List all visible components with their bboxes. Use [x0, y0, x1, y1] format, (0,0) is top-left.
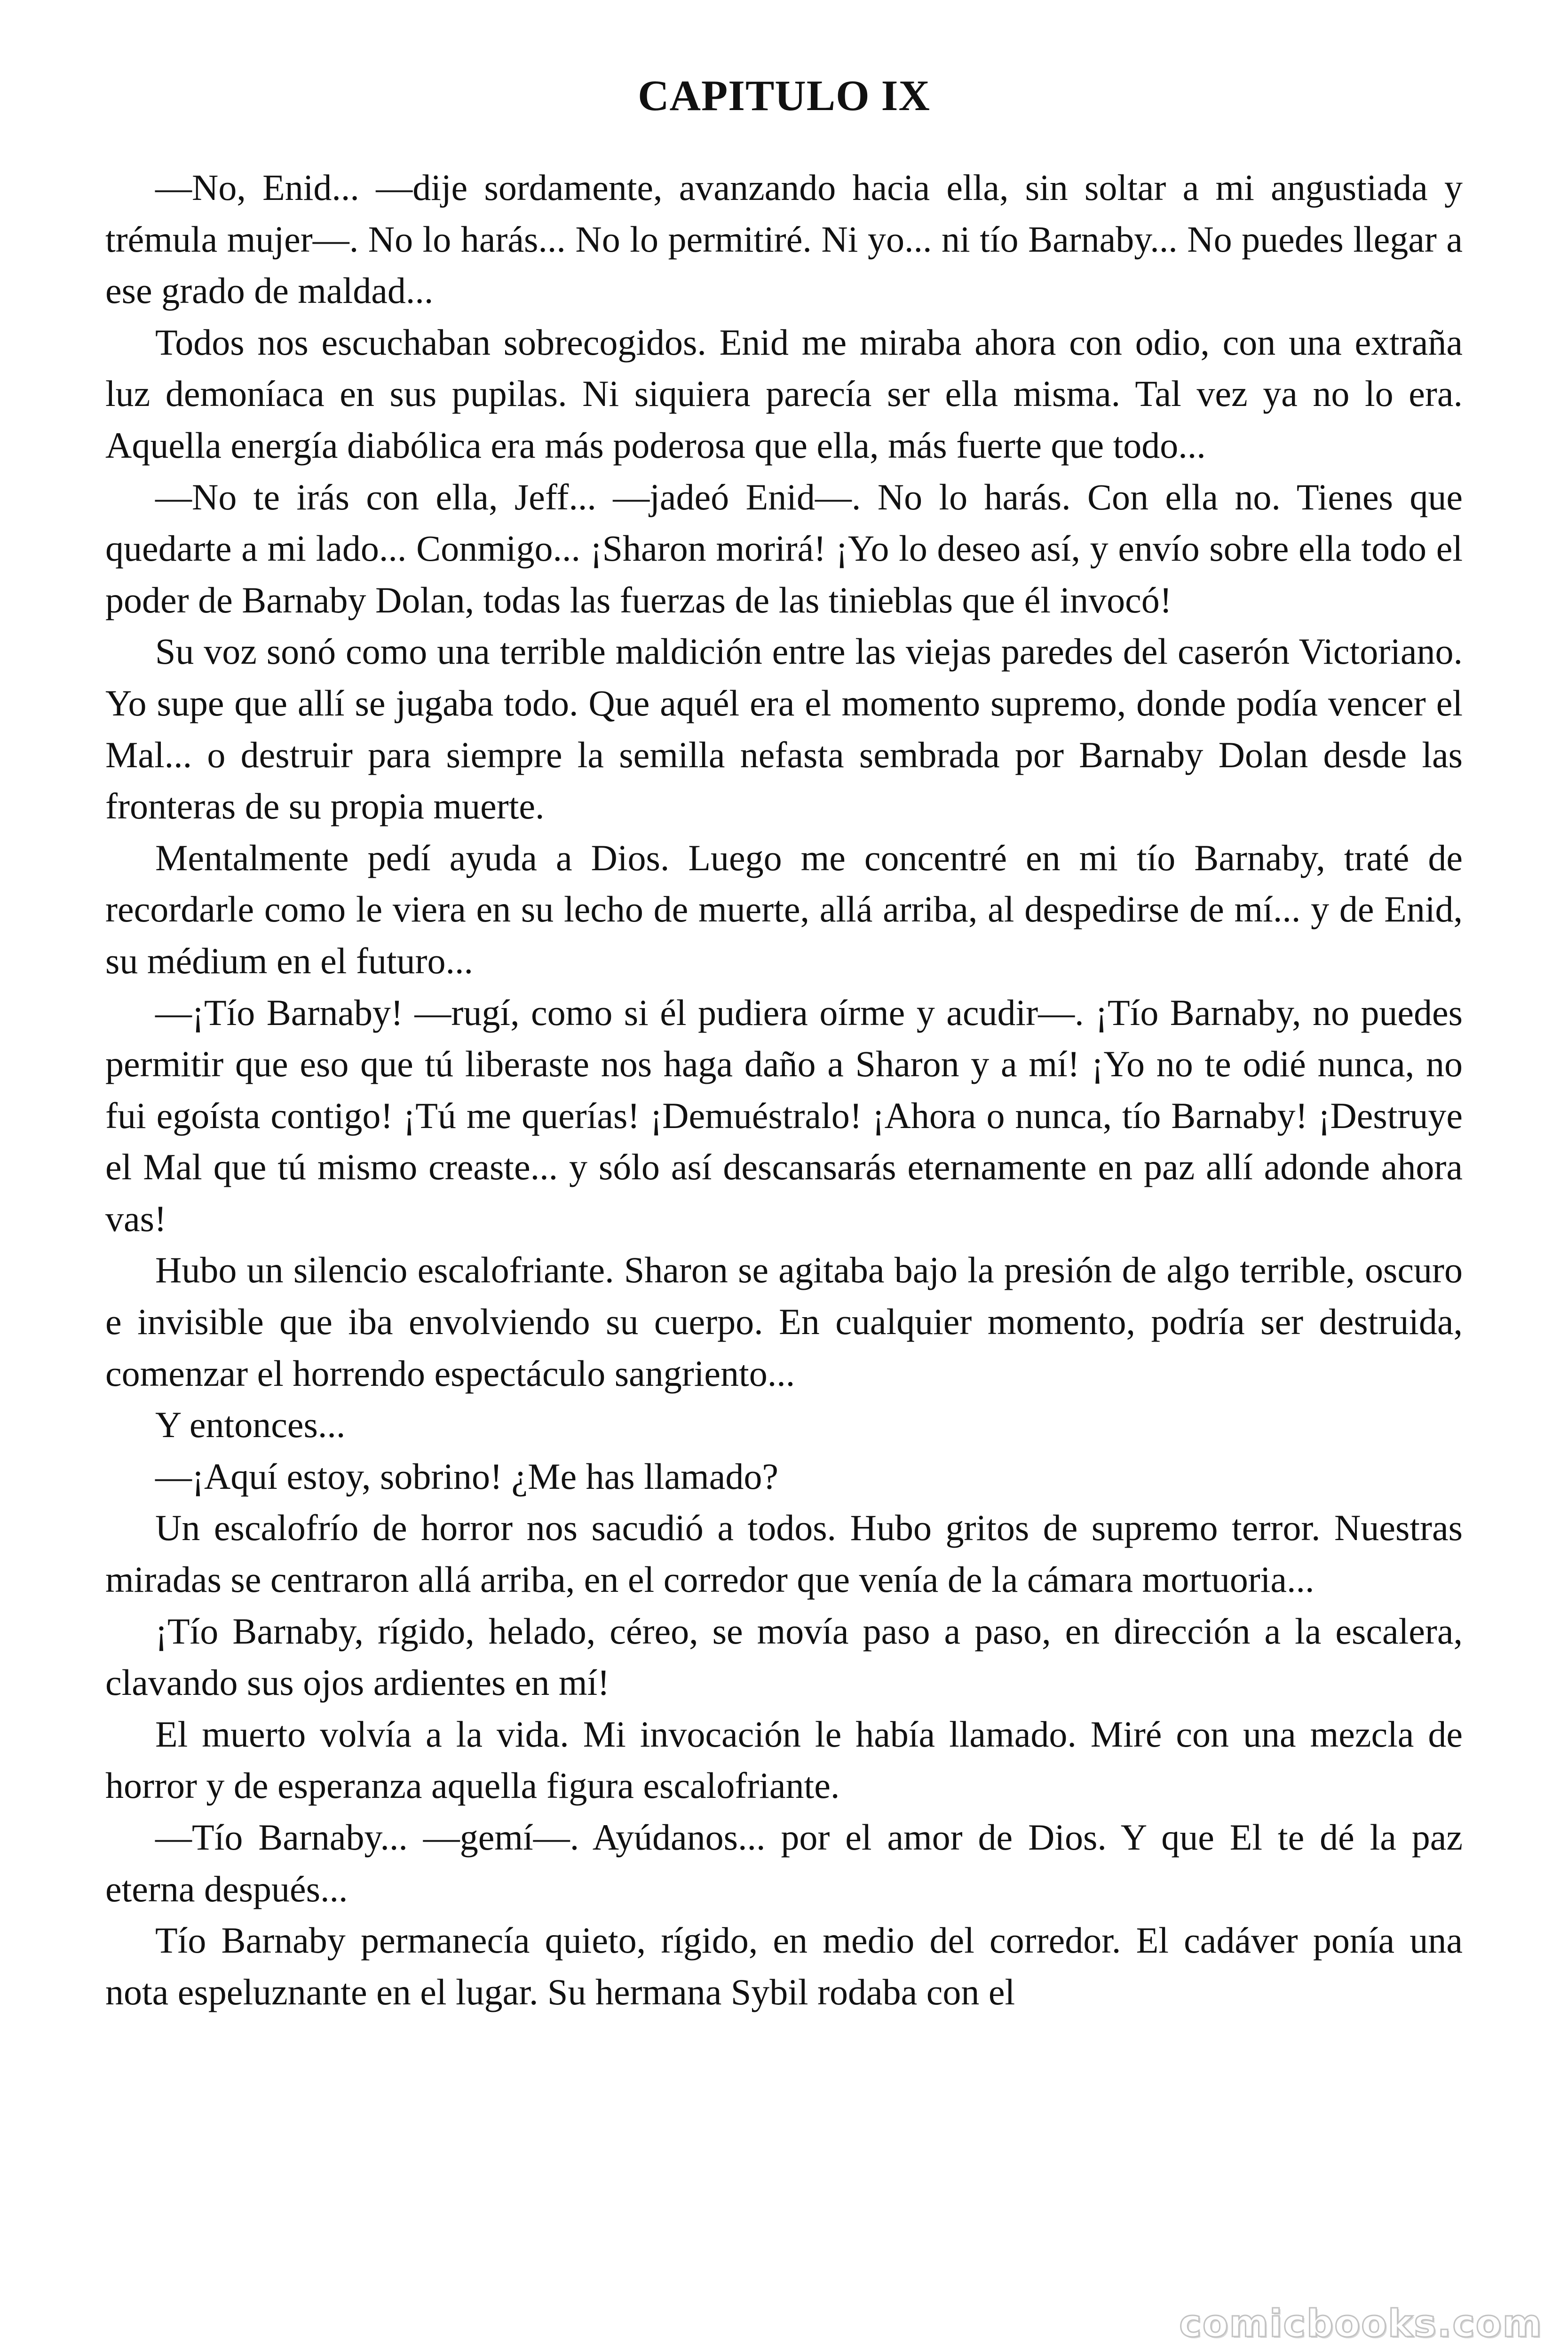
chapter-body: [105, 162, 1463, 2018]
paragraph: Hubo un silencio escalofriante. Sharon se agitaba bajo la presión de algo terrible, oscuro e invisible que iba envolviendo su cuerpo. En cualquier momento, podría ser destruida, comenzar el horrendo espectáculo sangriento...: [105, 1249, 1463, 1394]
watermark-logo: comicbooks.com: [1179, 2302, 1543, 2345]
chapter-title: CAPITULO IX: [638, 72, 930, 119]
paragraph: —Tío Barnaby... —gemí—. Ayúdanos... por el amor de Dios. Y que El te dé la paz eterna después...: [105, 1817, 1463, 1909]
paragraph: —No, Enid... —dije sordamente, avanzando hacia ella, sin soltar a mi angustiada y trémula mujer—. No lo harás... No lo permitiré. Ni yo... ni tío Barnaby... No puedes llegar a ese grado de maldad...: [105, 167, 1463, 311]
paragraph: —No te irás con ella, Jeff... —jadeó Enid—. No lo harás. Con ella no. Tienes que quedarte a mi lado... Conmigo... ¡Sharon morirá! ¡Yo lo deseo así, y envío sobre ella todo el poder de Barnaby Dolan, todas las fuerzas de las tinieblas que él invocó!: [105, 476, 1463, 620]
paragraph: Todos nos escuchaban sobrecogidos. Enid me miraba ahora con odio, con una extraña luz demoníaca en sus pupilas. Ni siquiera parecía ser ella misma. Tal vez ya no lo era. Aquella energía diabólica era más poderosa que ella, más fuerte que todo...: [105, 321, 1463, 466]
paragraph: Tío Barnaby permanecía quieto, rígido, en medio del corredor. El cadáver ponía una nota espeluznante en el lugar. Su hermana Sybil rodaba con el: [105, 1920, 1463, 2012]
paragraph: —¡Tío Barnaby! —rugí, como si él pudiera oírme y acudir—. ¡Tío Barnaby, no puedes permitir que eso que tú liberaste nos haga daño a Sharon y a mí! ¡Yo no te odié nunca, no fui egoísta contigo! ¡Tú me querías! ¡Demuéstralo! ¡Ahora o nunca, tío Barnaby! ¡Destruye el Mal que tú mismo creaste... y sólo así descansarás eternamente en paz allí adonde ahora vas!: [105, 992, 1463, 1239]
paragraph: Mentalmente pedí ayuda a Dios. Luego me concentré en mi tío Barnaby, traté de recordarle como le viera en su lecho de muerte, allá arriba, al despedirse de mí... y de Enid, su médium en el futuro...: [105, 837, 1463, 981]
paragraph: Y entonces...: [155, 1404, 346, 1446]
paragraph: Su voz sonó como una terrible maldición entre las viejas paredes del caserón Victoriano. Yo supe que allí se jugaba todo. Que aquél era el momento supremo, donde podía vencer el Mal... o destruir para siempre la semilla nefasta sembrada por Barnaby Dolan desde las fronteras de su propia muerte.: [105, 631, 1463, 827]
paragraph: El muerto volvía a la vida. Mi invocación le había llamado. Miré con una mezcla de horror y de esperanza aquella figura escalofriante.: [105, 1713, 1463, 1806]
paragraph: Un escalofrío de horror nos sacudió a todos. Hubo gritos de supremo terror. Nuestras miradas se centraron allá arriba, en el corredor que venía de la cámara mortuoria...: [105, 1507, 1463, 1600]
paragraph: ¡Tío Barnaby, rígido, helado, céreo, se movía paso a paso, en dirección a la escalera, clavando sus ojos ardientes en mí!: [105, 1610, 1463, 1703]
book-page: [105, 0, 1463, 2018]
paragraph: —¡Aquí estoy, sobrino! ¿Me has llamado?: [155, 1455, 778, 1497]
